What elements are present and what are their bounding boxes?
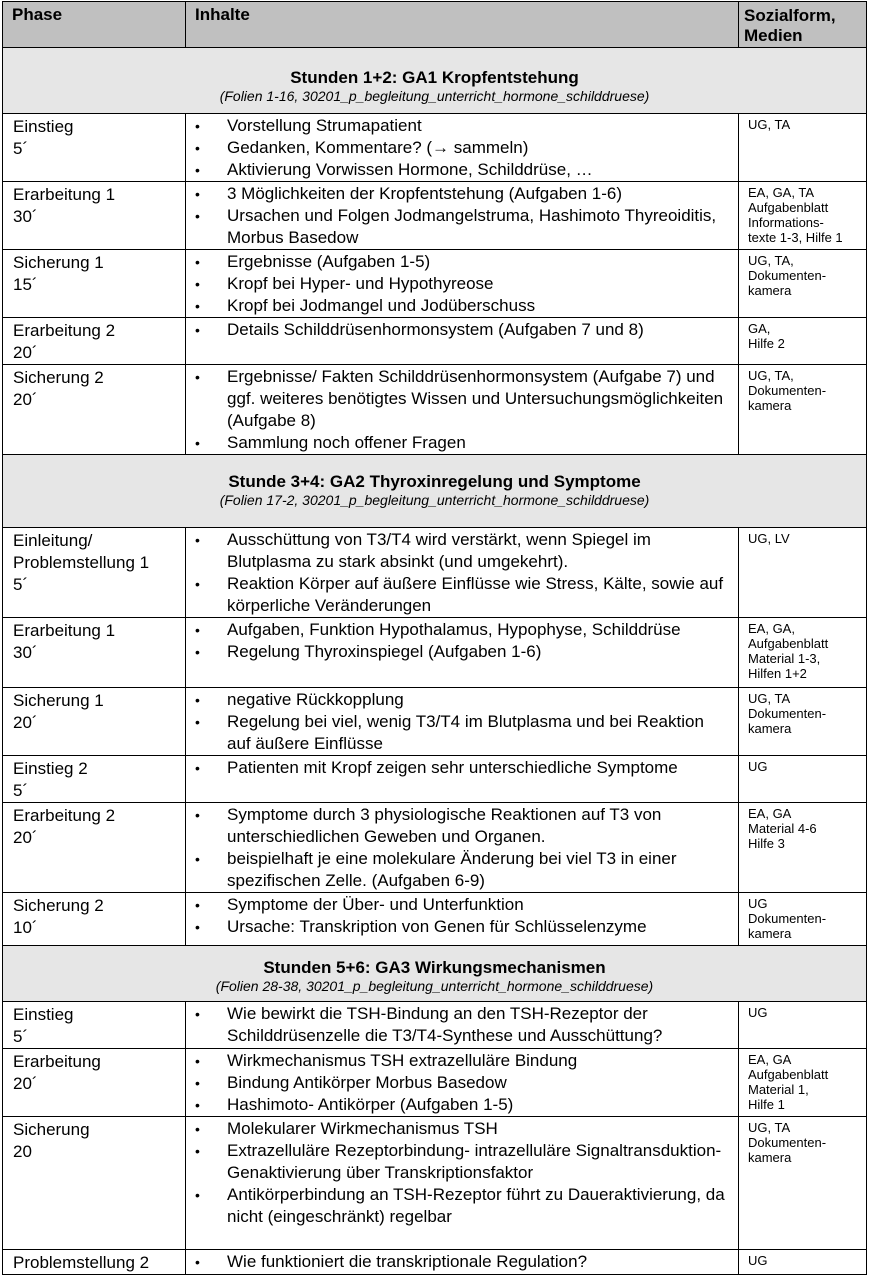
content-text: Symptome durch 3 physiologische Reaktionen auf T3 von unterschiedlichen Geweben und Organen. <box>227 805 662 846</box>
media-line: UG, TA, <box>748 253 794 268</box>
content-list-item <box>186 319 738 341</box>
table-row <box>3 318 867 365</box>
media-cell <box>739 1117 867 1250</box>
phase-name: Einleitung/ <box>13 531 93 550</box>
content-list <box>186 756 738 779</box>
content-text: Wie bewirkt die TSH-Bindung an den TSH-Rezeptor der Schilddrüsenzelle die T3/T4-Synthese und Ausschüttung? <box>227 1004 663 1045</box>
bullet-icon: • <box>195 851 200 867</box>
media-line: UG, TA <box>748 117 791 132</box>
bullet-icon: • <box>195 532 200 548</box>
content-list-item <box>186 205 738 249</box>
content-cell <box>186 1002 739 1049</box>
content-text: Patienten mit Kropf zeigen sehr unterschiedliche Symptome <box>227 758 678 777</box>
table-row <box>3 528 867 618</box>
content-text: Ergebnisse/ Fakten Schilddrüsenhormonsystem (Aufgabe 7) und ggf. weiteres benötigtes Wissen und Untersuchungsmöglichkeiten (Aufgabe 8) <box>227 367 724 430</box>
content-text: Kropf bei Hyper- und Hypothyreose <box>227 274 494 293</box>
content-text: Regelung bei viel, wenig T3/T4 im Blutplasma und bei Reaktion auf äußere Einflüsse <box>227 712 704 753</box>
phase-duration: 15´ <box>13 275 38 294</box>
table-row <box>3 688 867 756</box>
bullet-icon: • <box>195 760 200 776</box>
media-line: Material 4-6 <box>748 821 817 836</box>
content-text: Aktivierung Vorwissen Hormone, Schilddrüse, … <box>227 160 593 179</box>
phase-duration: 20´ <box>13 713 38 732</box>
content-list-item <box>186 137 738 159</box>
phase-cell <box>3 182 186 250</box>
media-line: EA, GA, TA <box>748 185 814 200</box>
content-list-item <box>186 529 738 573</box>
phase-cell <box>3 528 186 618</box>
content-text: negative Rückkopplung <box>227 690 404 709</box>
phase-duration: 30´ <box>13 643 38 662</box>
content-list-item <box>186 295 738 317</box>
content-text: beispielhaft je eine molekulare Änderung bei viel T3 in einer spezifischen Zelle. (Aufgaben 6-9) <box>227 849 677 890</box>
bullet-icon: • <box>195 919 200 935</box>
table-row <box>3 1049 867 1117</box>
content-cell <box>186 250 739 318</box>
phase-cell <box>3 803 186 893</box>
header-inhalte: Inhalte <box>186 2 739 48</box>
content-text: Gedanken, Kommentare? (→ sammeln) <box>227 138 529 157</box>
content-cell <box>186 1250 739 1275</box>
content-text: Aufgaben, Funktion Hypothalamus, Hypophyse, Schilddrüse <box>227 620 681 639</box>
content-text: Wie funktioniert die transkriptionale Regulation? <box>227 1252 588 1271</box>
bullet-icon: • <box>195 1097 200 1113</box>
content-text: Antikörperbindung an TSH-Rezeptor führt zu Daueraktivierung, da nicht (eingeschränkt) regelbar <box>227 1185 725 1226</box>
content-text: Sammlung noch offener Fragen <box>227 433 466 452</box>
bullet-icon: • <box>195 369 200 385</box>
media-line: Hilfe 1 <box>748 1097 785 1112</box>
phase-duration: 20 <box>13 1142 32 1161</box>
media-line: GA, <box>748 321 771 336</box>
media-line: Dokumenten- <box>748 911 827 926</box>
content-text: Ausschüttung von T3/T4 wird verstärkt, wenn Spiegel im Blutplasma zu stark absinkt (und umgekehrt). <box>227 530 651 571</box>
phase-name: Sicherung <box>13 1120 90 1139</box>
content-list-item <box>186 916 738 938</box>
content-list-item <box>186 1050 738 1072</box>
phase-cell <box>3 365 186 455</box>
phase-name: Erarbeitung <box>13 1052 101 1071</box>
content-list-item <box>186 251 738 273</box>
content-list-item <box>186 1251 738 1273</box>
phase-name: Einstieg <box>13 1005 74 1024</box>
phase-name: Problemstellung 1 <box>13 553 150 572</box>
media-line: Hilfen 1+2 <box>748 666 807 681</box>
section-title: Stunde 3+4: GA2 Thyroxinregelung und Symptome <box>228 472 641 491</box>
media-line: UG, TA, <box>748 368 794 383</box>
content-list-item <box>186 619 738 641</box>
bullet-icon: • <box>195 1187 200 1203</box>
content-list <box>186 365 738 454</box>
media-line: kamera <box>748 1150 792 1165</box>
bullet-icon: • <box>195 692 200 708</box>
content-list-item <box>186 689 738 711</box>
phase-name: Sicherung 1 <box>13 253 104 272</box>
content-list-item <box>186 1118 738 1140</box>
bullet-icon: • <box>195 435 200 451</box>
bullet-icon: • <box>195 276 200 292</box>
content-list-item <box>186 641 738 663</box>
media-cell <box>739 1049 867 1117</box>
media-cell <box>739 803 867 893</box>
phase-duration: 20´ <box>13 1074 38 1093</box>
bullet-icon: • <box>195 1006 200 1022</box>
section-subtitle: (Folien 1-16, 30201_p_begleitung_unterricht_hormone_schilddruese) <box>219 88 650 104</box>
bullet-icon: • <box>195 1075 200 1091</box>
table-row <box>3 803 867 893</box>
phase-name: Einstieg 2 <box>13 759 88 778</box>
phase-duration: 5´ <box>13 1027 29 1046</box>
content-text: 3 Möglichkeiten der Kropfentstehung (Aufgaben 1-6) <box>227 184 623 203</box>
content-list <box>186 528 738 617</box>
phase-cell <box>3 1250 186 1275</box>
content-list <box>186 318 738 341</box>
media-line: EA, GA <box>748 1052 792 1067</box>
content-text: Vorstellung Strumapatient <box>227 116 422 135</box>
content-list-item <box>186 1003 738 1047</box>
bullet-icon: • <box>195 298 200 314</box>
phase-name: Sicherung 2 <box>13 896 104 915</box>
content-list <box>186 114 738 181</box>
media-line: Dokumenten- <box>748 268 827 283</box>
content-text: Hashimoto- Antikörper (Aufgaben 1-5) <box>227 1095 514 1114</box>
bullet-icon: • <box>195 322 200 338</box>
section-header-cell <box>3 48 867 114</box>
content-text: Ursachen und Folgen Jodmangelstruma, Hashimoto Thyreoiditis, Morbus Basedow <box>227 206 717 247</box>
phase-name: Erarbeitung 2 <box>13 806 116 825</box>
content-text: Details Schilddrüsenhormonsystem (Aufgaben 7 und 8) <box>227 320 644 339</box>
media-cell <box>739 756 867 803</box>
phase-cell <box>3 893 186 946</box>
table-row <box>3 618 867 688</box>
media-line: Dokumenten- <box>748 1135 827 1150</box>
phase-name: Problemstellung 2 <box>13 1253 150 1272</box>
content-list <box>186 893 738 938</box>
phase-duration: 5´ <box>13 139 29 158</box>
media-line: kamera <box>748 283 792 298</box>
content-cell <box>186 618 739 688</box>
content-list-item <box>186 115 738 137</box>
header-phase: Phase <box>3 2 186 48</box>
content-text: Molekularer Wirkmechanismus TSH <box>227 1119 498 1138</box>
content-list <box>186 1117 738 1228</box>
phase-cell <box>3 250 186 318</box>
media-line: Aufgabenblatt <box>748 636 829 651</box>
phase-cell <box>3 756 186 803</box>
bullet-icon: • <box>195 807 200 823</box>
table-row <box>3 756 867 803</box>
header-sozialform: Sozialform, <box>744 6 836 25</box>
media-line: Informations- <box>748 215 824 230</box>
section-header-cell <box>3 455 867 528</box>
media-cell <box>739 182 867 250</box>
content-list <box>186 182 738 249</box>
media-line: EA, GA, <box>748 621 795 636</box>
media-cell <box>739 318 867 365</box>
phase-cell <box>3 1117 186 1250</box>
phase-name: Erarbeitung 1 <box>13 185 116 204</box>
media-line: Material 1-3, <box>748 651 821 666</box>
media-line: Aufgabenblatt <box>748 1067 829 1082</box>
bullet-icon: • <box>195 208 200 224</box>
content-cell <box>186 803 739 893</box>
phase-name: Sicherung 1 <box>13 691 104 710</box>
table-row <box>3 1250 867 1275</box>
media-line: UG <box>748 896 768 911</box>
bullet-icon: • <box>195 1053 200 1069</box>
content-cell <box>186 756 739 803</box>
media-line: kamera <box>748 398 792 413</box>
table-row <box>3 365 867 455</box>
section-subtitle: (Folien 17-2, 30201_p_begleitung_unterricht_hormone_schilddruese) <box>219 492 650 508</box>
table-row <box>3 182 867 250</box>
content-cell <box>186 688 739 756</box>
media-line: Dokumenten- <box>748 383 827 398</box>
media-cell <box>739 688 867 756</box>
content-list <box>186 1049 738 1116</box>
media-line: UG <box>748 759 768 774</box>
content-list-item <box>186 573 738 617</box>
media-line: texte 1-3, Hilfe 1 <box>748 230 843 245</box>
bullet-icon: • <box>195 140 200 156</box>
media-line: Hilfe 3 <box>748 836 785 851</box>
media-line: UG, TA <box>748 691 791 706</box>
phase-duration: 20´ <box>13 390 38 409</box>
phase-cell <box>3 1049 186 1117</box>
table-row <box>3 893 867 946</box>
media-cell <box>739 528 867 618</box>
media-cell <box>739 250 867 318</box>
content-text: Ergebnisse (Aufgaben 1-5) <box>227 252 431 271</box>
phase-duration: 30´ <box>13 207 38 226</box>
content-list-item <box>186 159 738 181</box>
phase-cell <box>3 688 186 756</box>
bullet-icon: • <box>195 118 200 134</box>
media-cell <box>739 114 867 182</box>
content-list-item <box>186 432 738 454</box>
content-cell <box>186 365 739 455</box>
content-text: Wirkmechanismus TSH extrazelluläre Bindung <box>227 1051 578 1070</box>
phase-name: Sicherung 2 <box>13 368 104 387</box>
bullet-icon: • <box>195 254 200 270</box>
content-text: Reaktion Körper auf äußere Einflüsse wie Stress, Kälte, sowie auf körperliche Veränderungen <box>227 574 724 615</box>
bullet-icon: • <box>195 576 200 592</box>
content-list-item <box>186 848 738 892</box>
section-title: Stunden 5+6: GA3 Wirkungsmechanismen <box>263 958 606 977</box>
bullet-icon: • <box>195 622 200 638</box>
media-line: Material 1, <box>748 1082 809 1097</box>
section-title: Stunden 1+2: GA1 Kropfentstehung <box>290 68 579 87</box>
bullet-icon: • <box>195 186 200 202</box>
bullet-icon: • <box>195 644 200 660</box>
phase-duration: 20´ <box>13 828 38 847</box>
bullet-icon: • <box>195 1143 200 1159</box>
content-list-item <box>186 711 738 755</box>
content-list <box>186 618 738 663</box>
content-cell <box>186 114 739 182</box>
content-cell <box>186 318 739 365</box>
media-line: Hilfe 2 <box>748 336 785 351</box>
content-list <box>186 1002 738 1047</box>
content-text: Bindung Antikörper Morbus Basedow <box>227 1073 507 1092</box>
content-text: Extrazelluläre Rezeptorbindung- intrazelluläre Signaltransduktion- Genaktivierung über Transkriptionsfaktor <box>227 1141 722 1182</box>
content-list-item <box>186 894 738 916</box>
bullet-icon: • <box>195 1121 200 1137</box>
content-text: Ursache: Transkription von Genen für Schlüsselenzyme <box>227 917 647 936</box>
media-line: UG <box>748 1253 768 1268</box>
media-cell <box>739 618 867 688</box>
phase-cell <box>3 318 186 365</box>
section-header-row <box>3 946 867 1002</box>
media-line: UG <box>748 1005 768 1020</box>
media-cell <box>739 365 867 455</box>
phase-cell <box>3 1002 186 1049</box>
header-sozialform-medien <box>739 2 867 48</box>
phase-duration: 10´ <box>13 918 38 937</box>
content-list-item <box>186 183 738 205</box>
phase-name: Einstieg <box>13 117 74 136</box>
header-medien: Medien <box>744 26 803 45</box>
content-text: Regelung Thyroxinspiegel (Aufgaben 1-6) <box>227 642 542 661</box>
content-list-item <box>186 757 738 779</box>
bullet-icon: • <box>195 897 200 913</box>
phase-cell <box>3 114 186 182</box>
phase-name: Erarbeitung 1 <box>13 621 116 640</box>
section-header-row <box>3 455 867 528</box>
bullet-icon: • <box>195 162 200 178</box>
content-list-item <box>186 804 738 848</box>
content-list-item <box>186 273 738 295</box>
media-line: kamera <box>748 926 792 941</box>
media-line: kamera <box>748 721 792 736</box>
content-text: Symptome der Über- und Unterfunktion <box>227 895 524 914</box>
content-list <box>186 250 738 317</box>
media-line: UG, TA <box>748 1120 791 1135</box>
media-line: EA, GA <box>748 806 792 821</box>
content-list-item <box>186 1140 738 1184</box>
media-line: UG, LV <box>748 531 790 546</box>
media-cell <box>739 1002 867 1049</box>
bullet-icon: • <box>195 1254 200 1270</box>
content-list-item <box>186 1184 738 1228</box>
content-list <box>186 803 738 892</box>
section-header-row <box>3 48 867 114</box>
content-list-item <box>186 1072 738 1094</box>
content-cell <box>186 182 739 250</box>
content-cell <box>186 893 739 946</box>
content-text: Kropf bei Jodmangel und Jodüberschuss <box>227 296 536 315</box>
phase-name: Erarbeitung 2 <box>13 321 116 340</box>
table-row <box>3 114 867 182</box>
content-list-item <box>186 366 738 432</box>
content-list-item <box>186 1094 738 1116</box>
table-row <box>3 1002 867 1049</box>
media-line: Dokumenten- <box>748 706 827 721</box>
table-row <box>3 1117 867 1250</box>
content-cell <box>186 1049 739 1117</box>
phase-duration: 5´ <box>13 575 29 594</box>
media-cell <box>739 1250 867 1275</box>
table-row <box>3 250 867 318</box>
section-subtitle: (Folien 28-38, 30201_p_begleitung_unterricht_hormone_schilddruese) <box>215 978 654 994</box>
content-list <box>186 688 738 755</box>
phase-duration: 20´ <box>13 343 38 362</box>
table-header-row <box>3 2 867 48</box>
lesson-plan-table <box>2 1 867 1275</box>
media-cell <box>739 893 867 946</box>
content-cell <box>186 528 739 618</box>
section-header-cell <box>3 946 867 1002</box>
phase-duration: 5´ <box>13 781 29 800</box>
content-cell <box>186 1117 739 1250</box>
media-line: Aufgabenblatt <box>748 200 829 215</box>
bullet-icon: • <box>195 714 200 730</box>
phase-cell <box>3 618 186 688</box>
content-list <box>186 1250 738 1273</box>
